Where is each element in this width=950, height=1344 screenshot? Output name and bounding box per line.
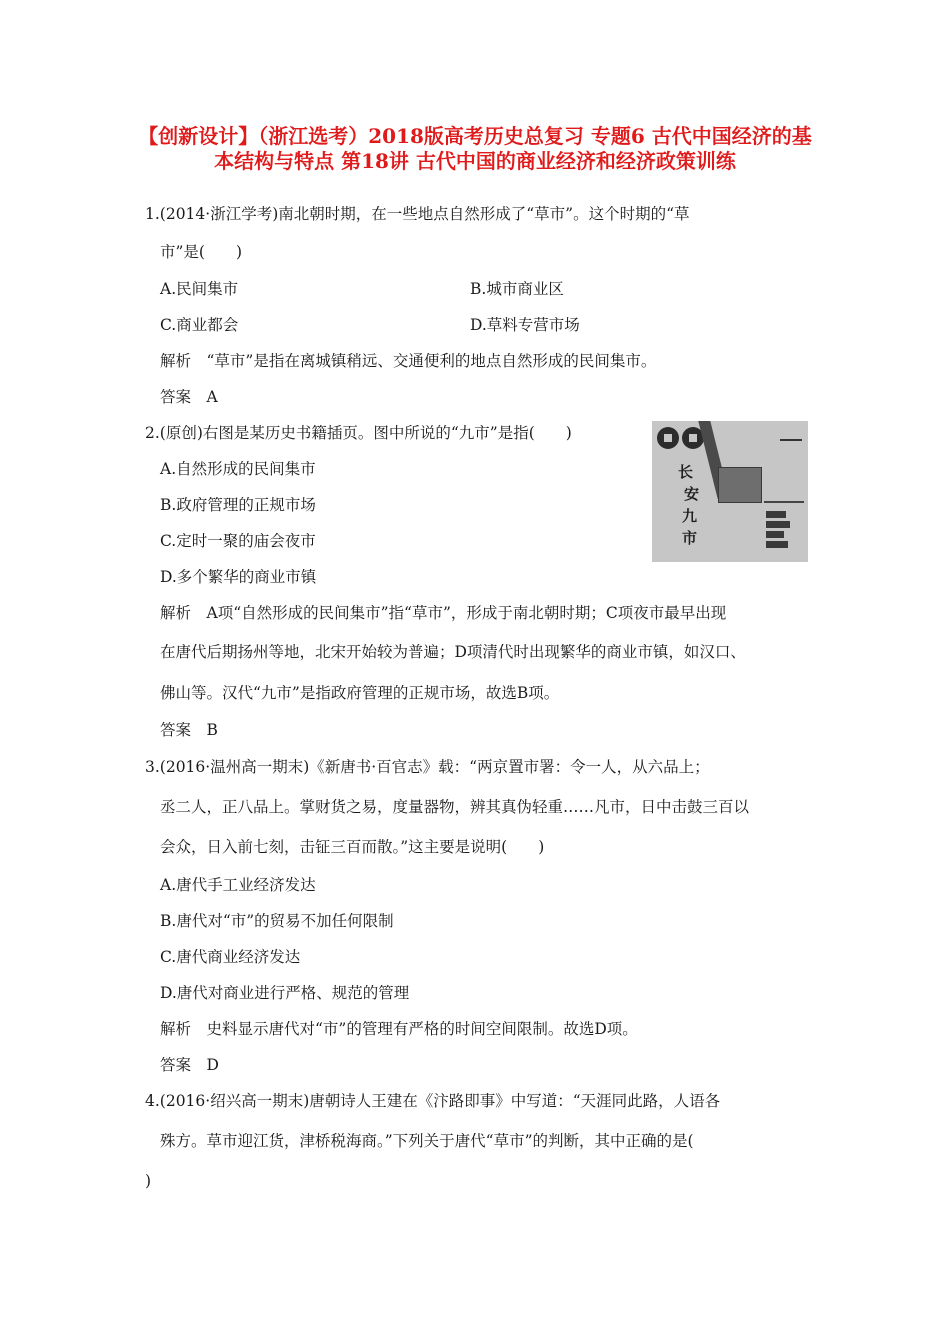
question-3-option-a: A.唐代手工业经济发达 bbox=[160, 876, 316, 894]
question-3-answer: 答案 D bbox=[160, 1056, 219, 1074]
question-1-option-a: A.民间集市 bbox=[160, 280, 239, 298]
question-3-option-d: D.唐代对商业进行严格、规范的管理 bbox=[160, 984, 410, 1002]
illustration-char: 长 bbox=[678, 463, 694, 481]
illustration-tag bbox=[766, 541, 788, 548]
question-2-analysis-line-1: 解析 A项“自然形成的民间集市”指“草市”，形成于南北朝时期；C项夜市最早出现 bbox=[160, 604, 727, 622]
question-1-option-b: B.城市商业区 bbox=[470, 280, 564, 298]
question-2-option-b: B.政府管理的正规市场 bbox=[160, 496, 316, 514]
illustration-rule bbox=[764, 501, 804, 503]
question-2-analysis-line-3: 佛山等。汉代“九市”是指政府管理的正规市场，故选B项。 bbox=[160, 684, 560, 702]
illustration-tag bbox=[766, 521, 790, 528]
question-2-option-c: C.定时一聚的庙会夜市 bbox=[160, 532, 316, 550]
illustration-char: 市 bbox=[682, 529, 698, 547]
question-2-answer: 答案 B bbox=[160, 721, 218, 739]
question-3-option-b: B.唐代对“市”的贸易不加任何限制 bbox=[160, 912, 394, 930]
question-4-stem-line-2: 殊方。草市迎江货，津桥税海商。”下列关于唐代“草市”的判断，其中正确的是( bbox=[160, 1132, 694, 1150]
question-3-option-c: C.唐代商业经济发达 bbox=[160, 948, 301, 966]
question-1-option-c: C.商业都会 bbox=[160, 316, 239, 334]
question-4-stem-line-1: 4.(2016·绍兴高一期末)唐朝诗人王建在《汴路即事》中写道：“天涯同此路，人语各 bbox=[145, 1092, 721, 1110]
illustration-char: 九 bbox=[682, 507, 698, 525]
illustration-ornament bbox=[780, 429, 802, 441]
question-1-analysis: 解析 “草市”是指在离城镇稍远、交通便利的地点自然形成的民间集市。 bbox=[160, 352, 657, 370]
book-illustration-image bbox=[652, 421, 808, 562]
question-3-analysis: 解析 史料显示唐代对“市”的管理有严格的时间空间限制。故选D项。 bbox=[160, 1020, 638, 1038]
question-4-stem-line-3: ) bbox=[145, 1172, 152, 1190]
illustration-tag bbox=[766, 531, 784, 538]
illustration-char: 安 bbox=[684, 485, 700, 503]
question-3-stem-line-3: 会众，日入前七刻，击钲三百而散。”这主要是说明( ) bbox=[160, 838, 545, 856]
question-2-option-d: D.多个繁华的商业市镇 bbox=[160, 568, 317, 586]
illustration-tag bbox=[766, 511, 786, 518]
question-1-stem-line-2: 市”是( ) bbox=[160, 243, 243, 261]
coin-icon bbox=[657, 427, 679, 449]
question-2-analysis-line-2: 在唐代后期扬州等地，北宋开始较为普遍；D项清代时出现繁华的商业市镇，如汉口、 bbox=[160, 643, 746, 661]
document-title: 【创新设计】（浙江选考）2018版高考历史总复习 专题6 古代中国经济的基本结构与特点 第18讲 古代中国的商业经济和经济政策训练 bbox=[138, 124, 812, 173]
question-1-answer: 答案 A bbox=[160, 388, 218, 406]
question-2-option-a: A.自然形成的民间集市 bbox=[160, 460, 316, 478]
question-3-stem-line-2: 丞二人，正八品上。掌财货之易，度量器物，辨其真伪轻重……凡市，日中击鼓三百以 bbox=[160, 798, 750, 816]
question-3-stem-line-1: 3.(2016·温州高一期末)《新唐书·百官志》载：“两京置市署：令一人，从六品上； bbox=[145, 758, 710, 776]
question-2-stem: 2.(原创)右图是某历史书籍插页。图中所说的“九市”是指( ) bbox=[145, 424, 572, 442]
illustration-panel bbox=[718, 467, 762, 503]
question-1-stem-line-1: 1.(2014·浙江学考)南北朝时期，在一些地点自然形成了“草市”。这个时期的“草 bbox=[145, 205, 690, 223]
question-1-option-d: D.草料专营市场 bbox=[470, 316, 580, 334]
